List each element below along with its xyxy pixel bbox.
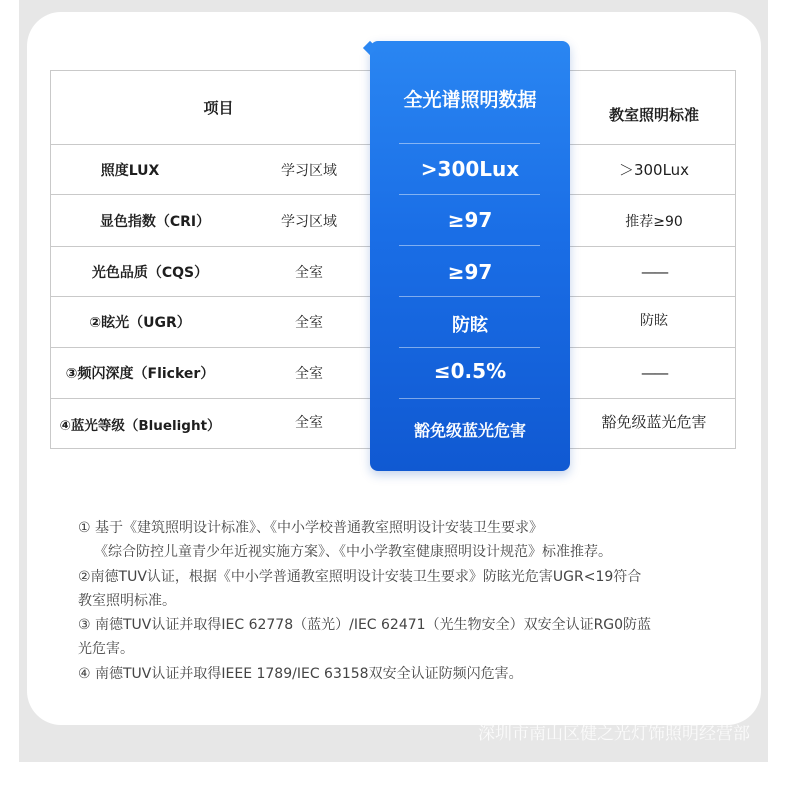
- row-name: 光色品质（CQS）: [91, 264, 209, 281]
- highlight-header: 全光谱照明数据: [403, 88, 537, 111]
- highlight-value: >300Lux: [420, 157, 520, 181]
- highlight-divider: [399, 245, 540, 246]
- highlight-value: 防眩: [452, 315, 488, 336]
- footnote-line: ②南德TUV认证，根据《中小学普通教室照明设计安装卫生要求》防眩光危害UGR<19符合: [78, 568, 642, 585]
- footnote-line: ① 基于《建筑照明设计标准》、《中小学校普通教室照明设计安装卫生要求》: [78, 520, 543, 536]
- watermark-text: 深圳市南山区健之光灯饰照明经营部: [478, 724, 750, 744]
- row-name: ②眩光（UGR）: [89, 315, 191, 331]
- row-standard: 防眩: [640, 313, 668, 329]
- highlight-column: [370, 41, 570, 471]
- row-area: 全室: [295, 315, 323, 331]
- row-standard: ＞300Lux: [618, 161, 690, 179]
- highlight-value: 豁免级蓝光危害: [413, 420, 526, 440]
- footnote-line: ③ 南德TUV认证并取得IEC 62778（蓝光）/IEC 62471（光生物安全）双安全认证RG0防蓝: [78, 617, 652, 634]
- row-area: 学习区域: [281, 162, 337, 179]
- row-standard: 推荐≥90: [625, 213, 683, 230]
- row-area: 全室: [295, 264, 323, 281]
- highlight-divider: [399, 398, 540, 399]
- row-name: 照度LUX: [100, 162, 160, 179]
- highlight-value: ≥97: [447, 260, 493, 284]
- footnote-line: ④ 南德TUV认证并取得IEEE 1789/IEC 63158双安全认证防频闪危害。: [78, 665, 523, 682]
- row-name: ④蓝光等级（Bluelight）: [59, 417, 221, 434]
- row-name: ③频闪深度（Flicker）: [65, 366, 215, 382]
- row-area: 全室: [295, 366, 323, 382]
- row-standard: ——: [641, 364, 667, 382]
- row-standard: ——: [641, 262, 667, 281]
- row-area: 学习区域: [281, 213, 337, 230]
- footnote-line: 光危害。: [78, 641, 134, 658]
- header-standard: 教室照明标准: [608, 105, 699, 124]
- highlight-value: ≤0.5%: [433, 359, 507, 383]
- row-name: 显色指数（CRI）: [99, 213, 211, 230]
- header-item: 项目: [203, 99, 234, 117]
- footnote-line: 《综合防控儿童青少年近视实施方案》、《中小学教室健康照明设计规范》标准推荐。: [94, 544, 612, 561]
- footnotes: [78, 516, 718, 686]
- row-standard: 豁免级蓝光危害: [601, 413, 707, 431]
- row-area: 全室: [295, 414, 323, 431]
- footnote-line: 教室照明标准。: [78, 592, 176, 609]
- highlight-value: ≥97: [447, 208, 493, 232]
